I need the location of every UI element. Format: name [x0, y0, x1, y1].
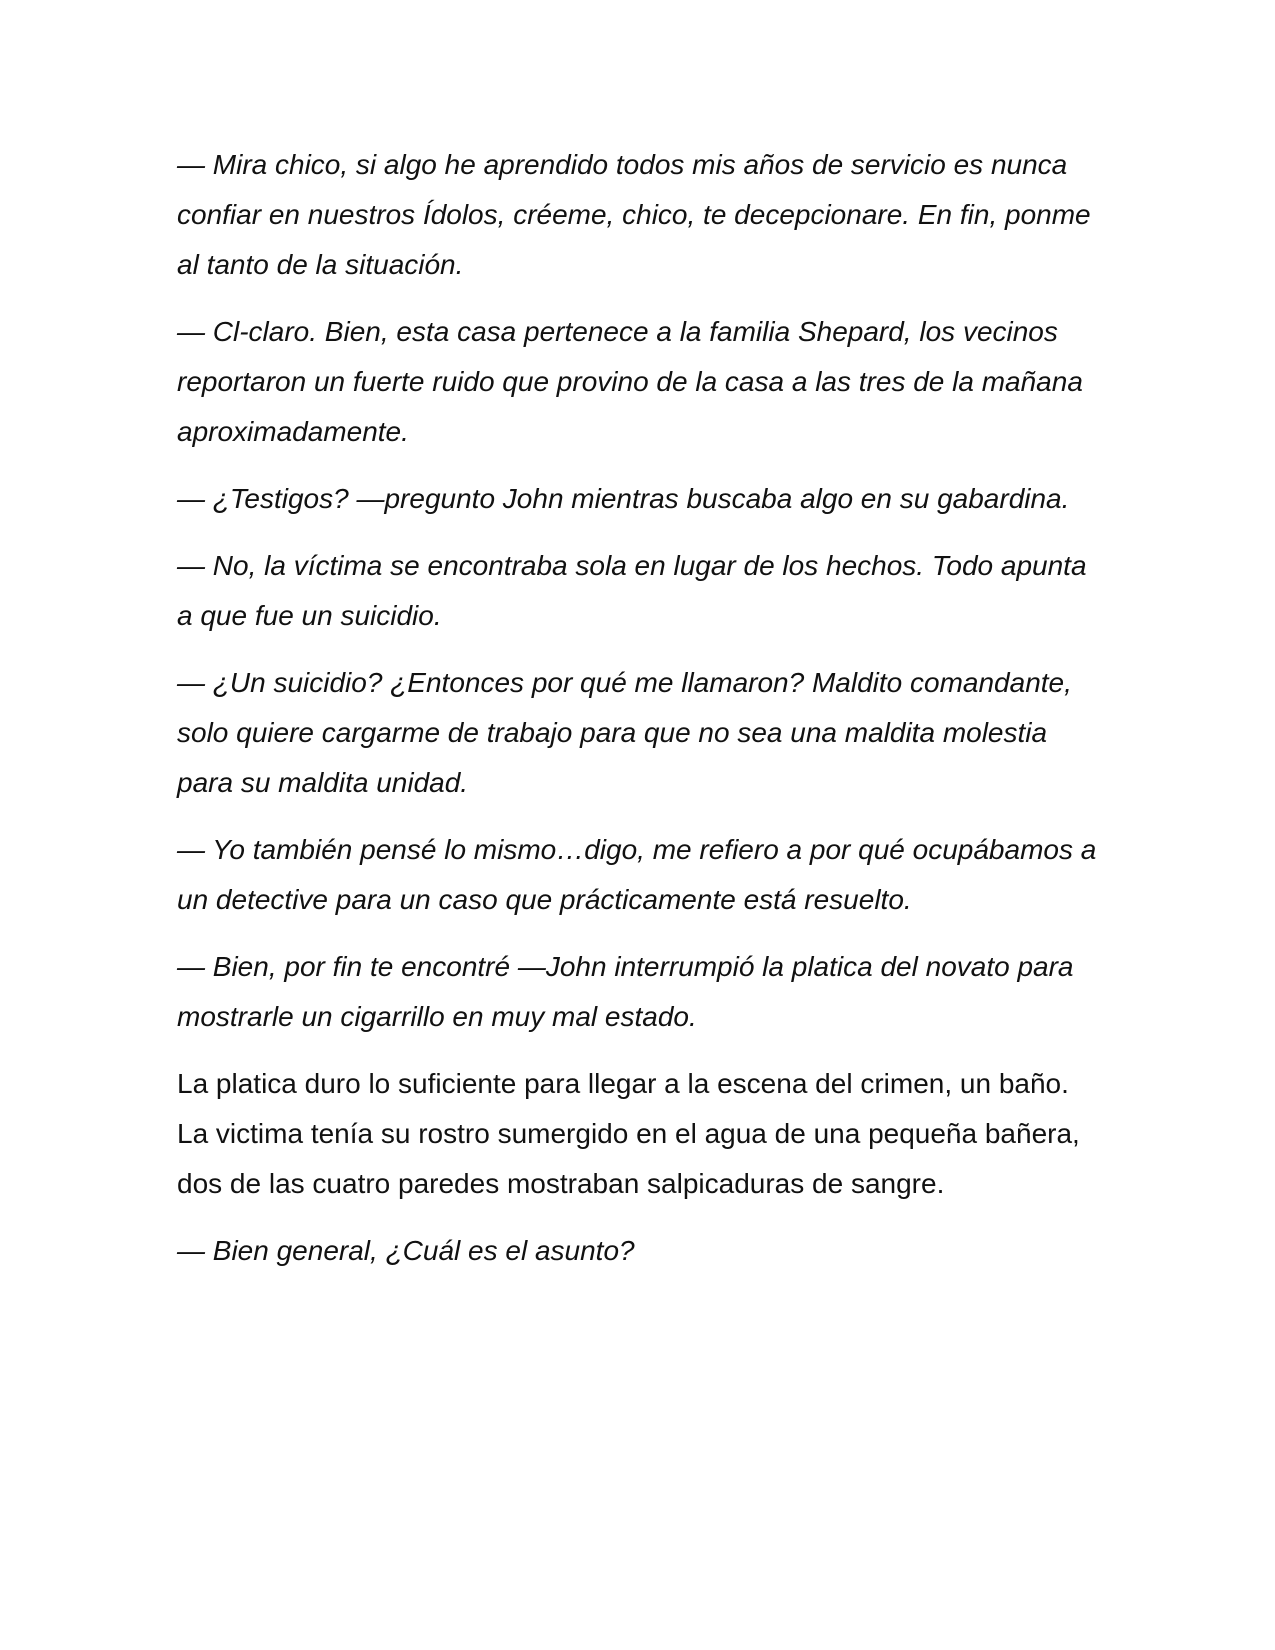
narration-paragraph: La platica duro lo suficiente para llegar a la escena del crimen, un baño. La victima tenía su rostro sumergido en el agua de una pequeña bañera, dos de las cuatro paredes mostraban salpicaduras de sangre. [177, 1068, 1080, 1199]
dialogue-paragraph: — ¿Testigos? —pregunto John mientras buscaba algo en su gabardina. [177, 483, 1070, 514]
dialogue-paragraph: — Yo también pensé lo mismo…digo, me refiero a por qué ocupábamos a un detective para un caso que prácticamente está resuelto. [177, 834, 1097, 915]
dialogue-paragraph: — ¿Un suicidio? ¿Entonces por qué me llamaron? Maldito comandante, solo quiere cargarme de trabajo para que no sea una maldita molestia para su maldita unidad. [177, 667, 1072, 798]
dialogue-paragraph: — Bien, por fin te encontré —John interrumpió la platica del novato para mostrarle un cigarrillo en muy mal estado. [177, 951, 1074, 1032]
dialogue-paragraph: — Bien general, ¿Cuál es el asunto? [177, 1235, 635, 1266]
document-body [177, 140, 1107, 1293]
dialogue-paragraph: — Cl-claro. Bien, esta casa pertenece a la familia Shepard, los vecinos reportaron un fuerte ruido que provino de la casa a las tres de la mañana aproximadamente. [177, 316, 1083, 447]
dialogue-paragraph: — No, la víctima se encontraba sola en lugar de los hechos. Todo apunta a que fue un suicidio. [177, 550, 1087, 631]
dialogue-paragraph: — Mira chico, si algo he aprendido todos mis años de servicio es nunca confiar en nuestros Ídolos, créeme, chico, te decepcionare. En fin, ponme al tanto de la situación. [177, 149, 1091, 280]
